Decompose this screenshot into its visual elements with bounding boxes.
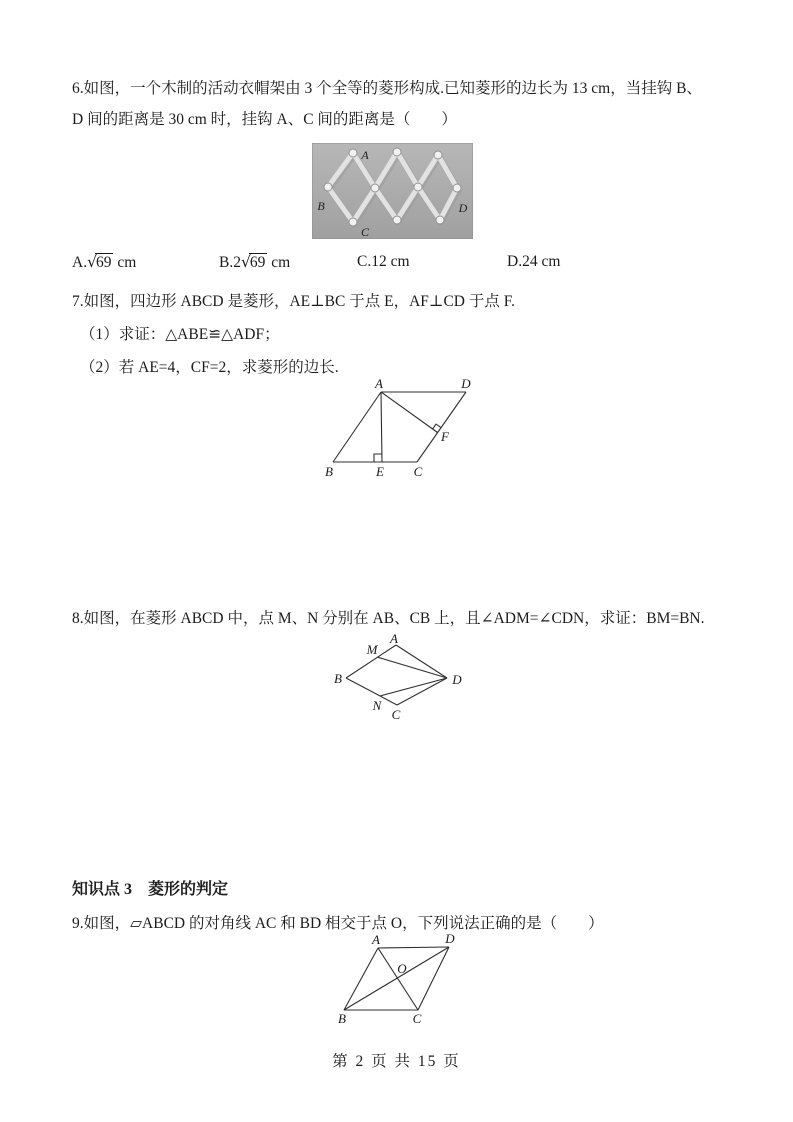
question-7-line-1: 7.如图，四边形 ABCD 是菱形，AE⊥BC 于点 E，AF⊥CD 于点 F. [72,293,515,310]
photo-label-d: D [458,201,468,215]
option-c-key: C. [357,253,372,270]
question-7-part-2: （2）若 AE=4，CF=2，求菱形的边长. [80,359,339,376]
page-footer: 第 2 页 共 15 页 [332,1053,461,1070]
fig7-label-e: E [376,464,384,479]
figure-q7-rhombus-diagram [315,378,485,482]
option-d-coeff: 24 [522,253,538,270]
knowledge-point-3-heading: 知识点 3 菱形的判定 [72,881,229,898]
right-angle-mark-e [374,454,382,462]
option-a-key: A. [72,254,88,271]
figure-q8-rhombus-diagram [330,634,475,724]
photo-label-a: A [361,148,369,162]
fig8-label-d: D [452,672,462,687]
option-d-unit: cm [537,253,561,270]
option-b-unit: cm [267,254,291,271]
option-a-radicand: 69 [95,254,112,271]
coat-rack-photo [312,143,473,239]
option-a-radical-sign: √ [87,253,97,271]
option-c [357,251,410,273]
option-c-coeff: 12 [371,253,387,270]
question-7-part-1: （1）求证：△ABE≌△ADF； [80,326,280,343]
option-a [72,251,136,274]
question-8-line-1: 8.如图，在菱形 ABCD 中，点 M、N 分别在 AB、CB 上，且∠ADM=∠CDN，求证：BM=BN. [72,610,705,627]
photo-label-c: C [360,225,370,239]
photo-label-b: B [317,199,325,213]
fig7-label-f: F [441,429,449,444]
fig7-label-a: A [375,378,383,391]
fig8-label-b: B [334,671,342,686]
question-6-line-1: 6.如图，一个木制的活动衣帽架由 3 个全等的菱形构成.已知菱形的边长为 13 cm，当挂钩 B、 [72,80,702,97]
fig8-label-a: A [390,634,398,646]
fig7-label-d: D [461,378,471,391]
option-d-key: D. [507,253,523,270]
option-b-radicand: 69 [249,254,266,271]
question-6-line-2: D 间的距离是 30 cm 时，挂钩 A、C 间的距离是（ ） [72,111,457,128]
fig9-label-o: O [397,961,407,976]
fig8-label-c: C [391,707,401,722]
fig8-label-n: N [372,698,382,713]
fig7-label-b: B [325,464,333,479]
fig8-label-m: M [366,642,378,657]
fig9-label-b: B [338,1011,346,1026]
question-9-line-1: 9.如图，▱ABCD 的对角线 AC 和 BD 相交于点 O，下列说法正确的是（ ） [72,915,604,932]
option-b-key: B. [219,254,234,271]
option-c-unit: cm [386,253,410,270]
option-b-coeff: 2 [233,254,241,271]
option-a-unit: cm [113,254,137,271]
fig9-label-a: A [372,934,380,947]
option-b-radical-sign: √ [240,253,251,271]
fig9-label-c: C [412,1011,422,1026]
option-b [219,251,290,274]
fig7-label-c: C [413,464,423,479]
figure-q9-parallelogram-diagram [330,934,470,1026]
right-angle-mark-f [433,424,441,429]
option-d [507,251,560,273]
fig9-label-d: D [445,934,455,946]
